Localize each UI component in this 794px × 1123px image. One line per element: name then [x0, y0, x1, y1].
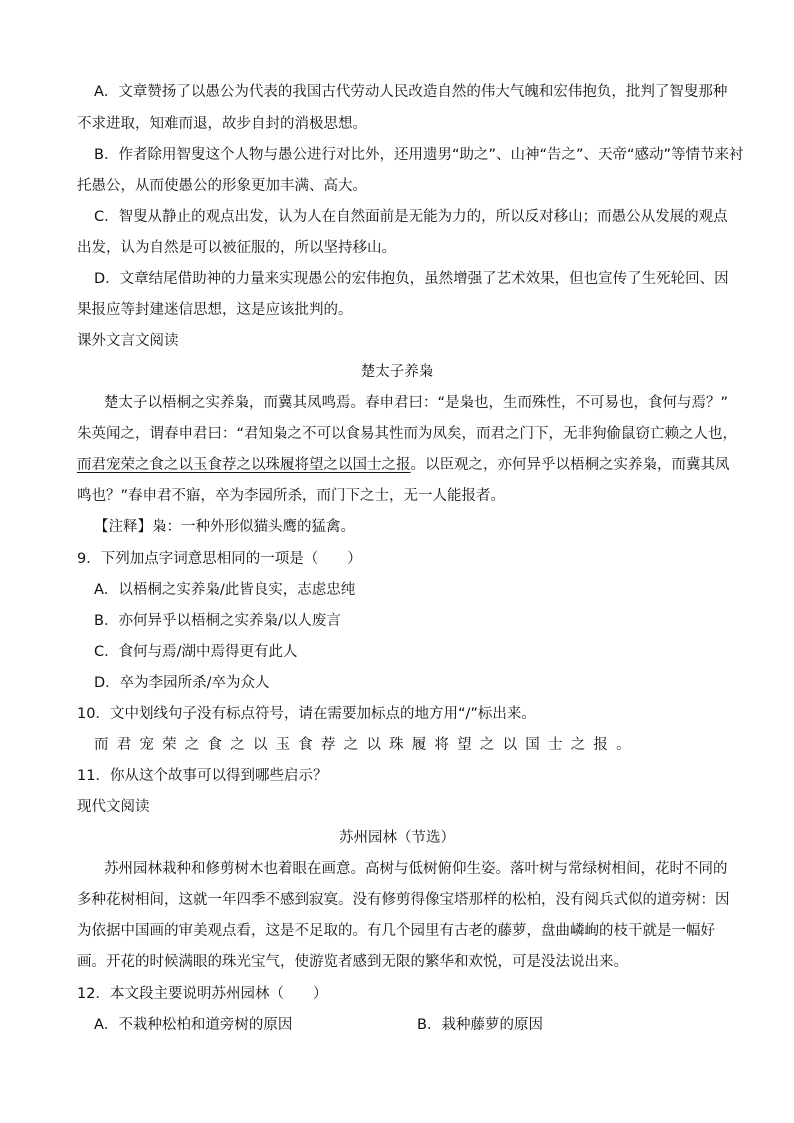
q8-option-c-line2: 出发，认为自然是可以被征服的，所以坚持移山。 [77, 240, 396, 256]
q9-option-c: C．食何与焉/湖中焉得更有此人 [94, 644, 298, 660]
section-heading-classical: 课外文言文阅读 [77, 333, 179, 349]
section-heading-modern: 现代文阅读 [77, 799, 150, 815]
q8-option-d-line1: D．文章结尾借助神的力量来实现愚公的宏伟抱负，虽然增强了艺术效果，但也宣传了生死轮回、因 [94, 271, 729, 287]
modern-text-line2: 多种花树相间，这就一年四季不感到寂寞。没有修剪得像宝塔那样的松柏，没有阅兵式似的道旁树：因 [77, 892, 730, 908]
q9-stem: 9．下列加点字词意思相同的一项是（ ） [77, 551, 362, 567]
modern-title: 苏州园林（节选） [339, 830, 455, 846]
q9-option-a: A．以梧桐之实养枭/此皆良实，志虑忠纯 [94, 582, 356, 598]
q8-option-b-line1: B．作者除用智叟这个人物与愚公进行对比外，还用遗男“助之”、山神“告之”、天帝“感动”等情节来衬 [94, 147, 744, 163]
modern-text-line4: 画。开花的时候满眼的珠光宝气，使游览者感到无限的繁华和欢悦，可是没法说出来。 [77, 954, 628, 970]
classical-text-line3-rest: 。以臣观之，亦何异乎以梧桐之实养枭，而冀其凤 [410, 457, 730, 473]
classical-text-line3 [77, 455, 730, 475]
q12-stem: 12．本文段主要说明苏州园林（ ） [77, 986, 328, 1002]
q9-option-d: D．卒为李园所杀/卒为众人 [94, 675, 270, 691]
q12-option-b: B．栽种藤萝的原因 [417, 1017, 543, 1033]
annotation-note: 【注释】枭：一种外形似猫头鹰的猛禽。 [94, 519, 355, 535]
q8-option-c-line1: C．智叟从静止的观点出发，认为人在自然面前是无能为力的，所以反对移山；而愚公从发展的观点 [94, 209, 728, 225]
q8-option-a-line2: 不求进取，知难而退，故步自封的消极思想。 [77, 116, 367, 132]
modern-text-line3: 为依据中国画的审美观点看，这是不足取的。有几个园里有古老的藤萝，盘曲嶙峋的枝干就是一幅好 [77, 923, 715, 939]
underlined-sentence: 而君宠荣之食之以玉食荐之以珠履将望之以国士之报 [77, 457, 411, 473]
classical-text-line2: 朱英闻之，谓春申君曰：“君知枭之不可以食易其性而为凤矣，而君之门下，无非狗偷鼠窃亡赖之人也， [77, 426, 738, 442]
modern-text-line1: 苏州园林栽种和修剪树木也着眼在画意。高树与低树俯仰生姿。落叶树与常绿树相间，花时不同的 [104, 861, 728, 877]
classical-text-line4: 鸣也？”春申君不寤，卒为李园所杀，而门下之士，无一人能报者。 [77, 488, 506, 504]
q12-option-a: A．不栽种松柏和道旁树的原因 [94, 1017, 293, 1033]
classical-title: 楚太子养枭 [360, 364, 434, 380]
q8-option-b-line2: 托愚公，从而使愚公的形象更加丰满、高大。 [77, 178, 367, 194]
q8-option-a-line1: A．文章赞扬了以愚公为代表的我国古代劳动人民改造自然的伟大气魄和宏伟抱负，批判了智叟那种 [94, 84, 728, 100]
q10-sentence: 而君宠荣之食之以玉食荐之以珠履将望之以国士之报。 [94, 737, 639, 753]
q8-option-d-line2: 果报应等封建迷信思想，这是应该批判的。 [77, 302, 353, 318]
classical-text-line1: 楚太子以梧桐之实养枭，而冀其凤鸣焉。春申君曰：“是枭也，生而殊性，不可易也，食何与焉？” [104, 395, 729, 411]
q11-stem: 11．你从这个故事可以得到哪些启示？ [77, 768, 328, 784]
q9-option-b: B．亦何异乎以梧桐之实养枭/以人废言 [94, 613, 341, 629]
q10-stem: 10．文中划线句子没有标点符号，请在需要加标点的地方用“/”标出来。 [77, 706, 536, 722]
